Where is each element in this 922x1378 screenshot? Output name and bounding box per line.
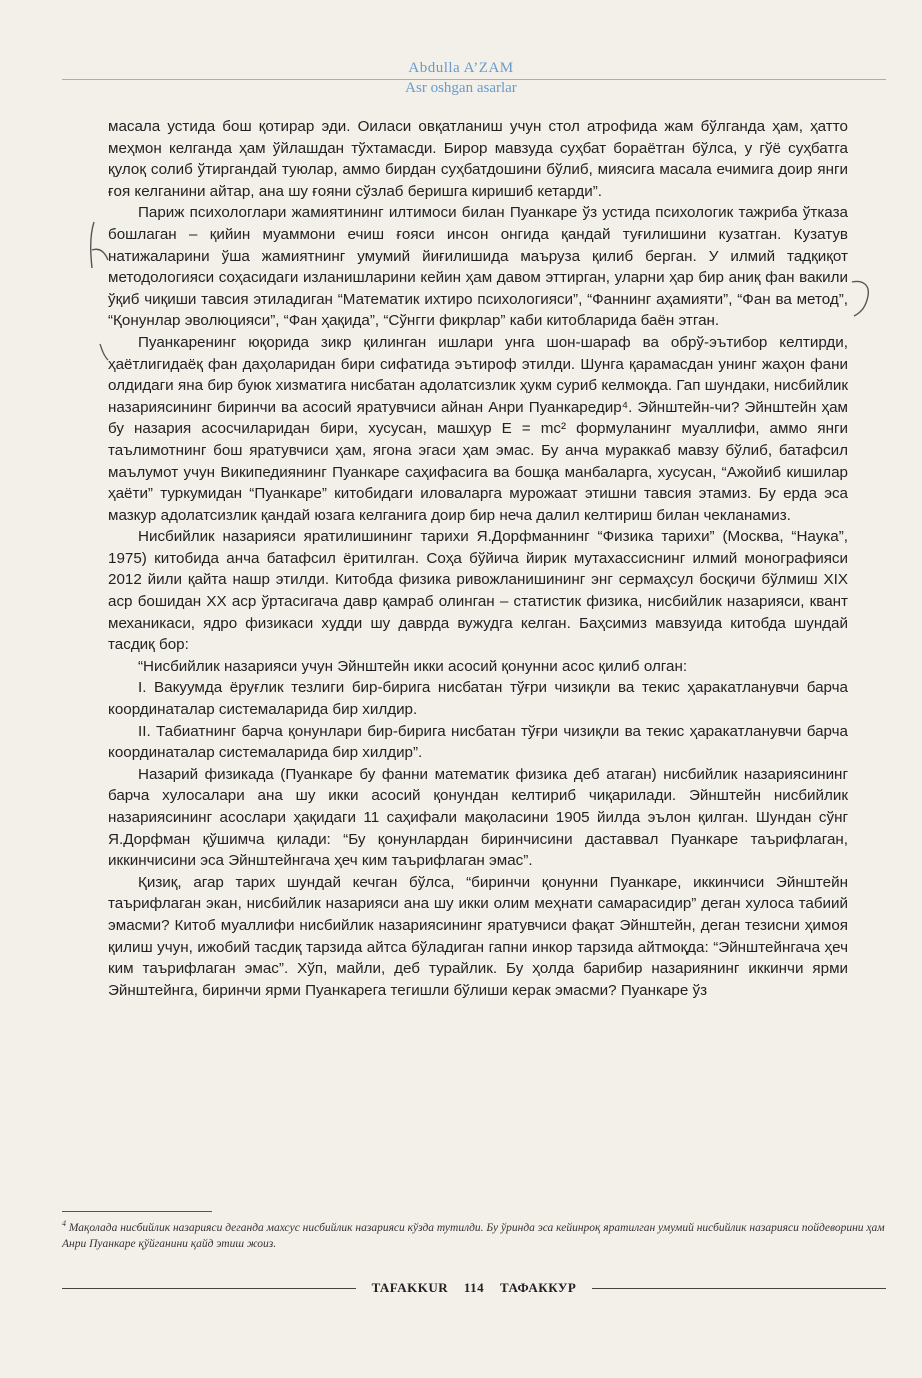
quote-intro: “Нисбийлик назарияси учун Эйнштейн икки асосий қонунни асос қилиб олган:: [138, 657, 688, 675]
paragraph-1: масала устида бош қотирар эди. Оиласи овқатланиш учун стол атрофида жам бўлганда ҳам, ҳатто меҳмон келганда ҳам ўйлашдан тўхтамасди. Бирор мавзуда суҳбат бораётган бўлса, у гўё суҳбатга қулоқ солиб ўтиргандай туюлар, аммо бирдан суҳбатдошини бўлиб, миясига масала ечимига доир янги ғоя келганини айтар, ана шу ғояни сўзлаб беришга киришиб кетарди”.: [108, 118, 848, 200]
footnote: [62, 1216, 892, 1252]
pencil-bracket-left-mark: [84, 220, 114, 276]
quote-law-2: II. Табиатнинг барча қонунлари бир-бирига нисбатан тўғри чизиқли ва текис ҳаракатланувчи барча координаталар системаларида бир хилдир”.: [108, 722, 848, 762]
footer-label-latin: TAFAKKUR: [371, 1280, 449, 1295]
pencil-check-mark: [96, 340, 116, 364]
page-footer: [62, 1278, 886, 1298]
footnote-divider: [62, 1211, 212, 1212]
pencil-bracket-right-mark: [848, 276, 878, 322]
quote-law-1: I. Вакуумда ёруғлик тезлиги бир-бирига нисбатан тўғри чизиқли ва текис ҳаракатланувчи барча координаталар системаларида бир хилдир.: [108, 679, 848, 719]
header-author: Abdulla A’ZAM: [408, 60, 514, 76]
paragraph-4: Нисбийлик назарияси яратилишининг тарихи Я.Дорфманнинг “Физика тарихи” (Москва, “Наука”, 1975) китобида анча батафсил ёритилган. Соҳа бўйича йирик мутахассиснинг илмий монографияси 2012 йили қайта нашр этилди. Китобда физика ривожланишининг энг сермаҳсул босқичи бўлмиш XIX аср бошидан XX аср ўртасигача давр қамраб олинган – статистик физика, нисбийлик назарияси, квант механикаси, ядро физикаси худди шу даврда вужудга келган. Баҳсимиз мавзуида китобда шундай тасдиқ бор:: [108, 528, 848, 654]
paragraph-2: Париж психологлари жамиятининг илтимоси билан Пуанкаре ўз устида психологик тажриба ўтказа бошлаган – қийин муаммони ечиш ғояси инсон онгида қандай туғилишини кузатган. Кузатув натижаларини ўша жамиятнинг умумий йиғилишида маъруза қилиб берган. У илмий тадқиқот методологияси соҳасидаги изланишларини кейин ҳам давом эттирган, уларни ҳар бир аниқ фан вакили ўқиб чиқиши тавсия этиладиган “Математик ихтиро психологияси”, “Фаннинг аҳамияти”, “Фан ва метод”, “Қонунлар эволюцияси”, “Фан ҳақида”, “Сўнгги фикрлар” каби китобларида баён этган.: [108, 204, 848, 330]
paragraph-3: Пуанкаренинг юқорида зикр қилинган ишлари унга шон-шараф ва обрў-эътибор келтирди, ҳаётлигидаёқ фан даҳоларидан бири сифатида эътироф этилди. Шунга қарамасдан унинг жаҳон фани олдидаги яна бир буюк хизматига нисбатан адолатсизлик ҳукм суриб келмоқда. Гап шундаки, нисбийлик назариясининг биринчи ва асосий яратувчиси айнан Анри Пуанкаредир⁴. Эйнштейн-чи? Эйнштейн ҳам бу назария асосчиларидан бири, хусусан, машҳур E = mc² формуланинг муаллифи, аммо янги таълимотнинг бош яратувчиси ҳам, ягона эгаси ҳам эмас. Бу анча мураккаб мавзу бўлиб, батафсил маълумот учун Википедиянинг Пуанкаре саҳифасига ва бошқа манбаларга, хусусан, “Ажойиб кишилар ҳаёти” туркумидан “Пуанкаре” китобидаги иловаларга мурожаат этишни тавсия этамиз. Бу ерда эса мазкур адолатсизлик қандай юзага келганига доир бир неча далил келтириш билан чекланамиз.: [108, 333, 848, 524]
footer-rule-right: [592, 1288, 886, 1289]
header-series: Asr oshgan asarlar: [405, 80, 517, 96]
paragraph-5: Назарий физикада (Пуанкаре бу фанни математик физика деб атаган) нисбийлик назариясининг барча хулосалари ана шу икки асосий қонундан келтириб чиқарилади. Эйнштейн нисбийлик назариясининг асослари ҳақидаги 11 саҳифали мақоласини 1905 йилда эълон қилган. Шундан сўнг Я.Дорфман қўшимча қилади: “Бу қонунлардан биринчисини даставвал Пуанкаре таърифлаган, иккинчисини эса Эйнштейнгача ҳеч ким таърифлаган эмас”.: [108, 765, 848, 870]
footer-center: [356, 1280, 593, 1296]
page-number: 114: [463, 1280, 485, 1295]
article-body: [108, 116, 848, 1001]
paragraph-6: Қизиқ, агар тарих шундай кечган бўлса, “биринчи қонунни Пуанкаре, иккинчиси Эйнштейн таърифлаган экан, нисбийлик назарияси ана шу икки олим меҳнати самарасидир” деган хулоса табиий эмасми? Китоб муаллифи нисбийлик назариясининг яратувчиси фақат Эйнштейн, деган тезисни ҳимоя қилиш учун, ижобий тасдиқ тарзида айтса бўладиган гапни инкор тарзида айтмоқда: “Эйнштейнгача ҳеч ким таърифлаган эмас”. Хўп, майли, деб турайлик. Бу ҳолда барибир назариянинг иккинчи ярми Эйнштейнга, биринчи ярми Пуанкарега тегишли бўлиши керак эмасми? Пуанкаре ўз: [108, 873, 848, 999]
footer-rule-left: [62, 1288, 356, 1289]
footnote-text: Мақолада нисбийлик назарияси деганда махсус нисбийлик назарияси кўзда тутилди. Бу ўринда эса кейинроқ яратилган умумий нисбийлик назарияси пойдеворини ҳам Анри Пуанкаре қўйганини қайд этиш жоиз.: [62, 1221, 885, 1250]
footer-label-cyrillic: ТАФАККУР: [499, 1280, 577, 1295]
footnote-mark: 4: [62, 1219, 66, 1228]
